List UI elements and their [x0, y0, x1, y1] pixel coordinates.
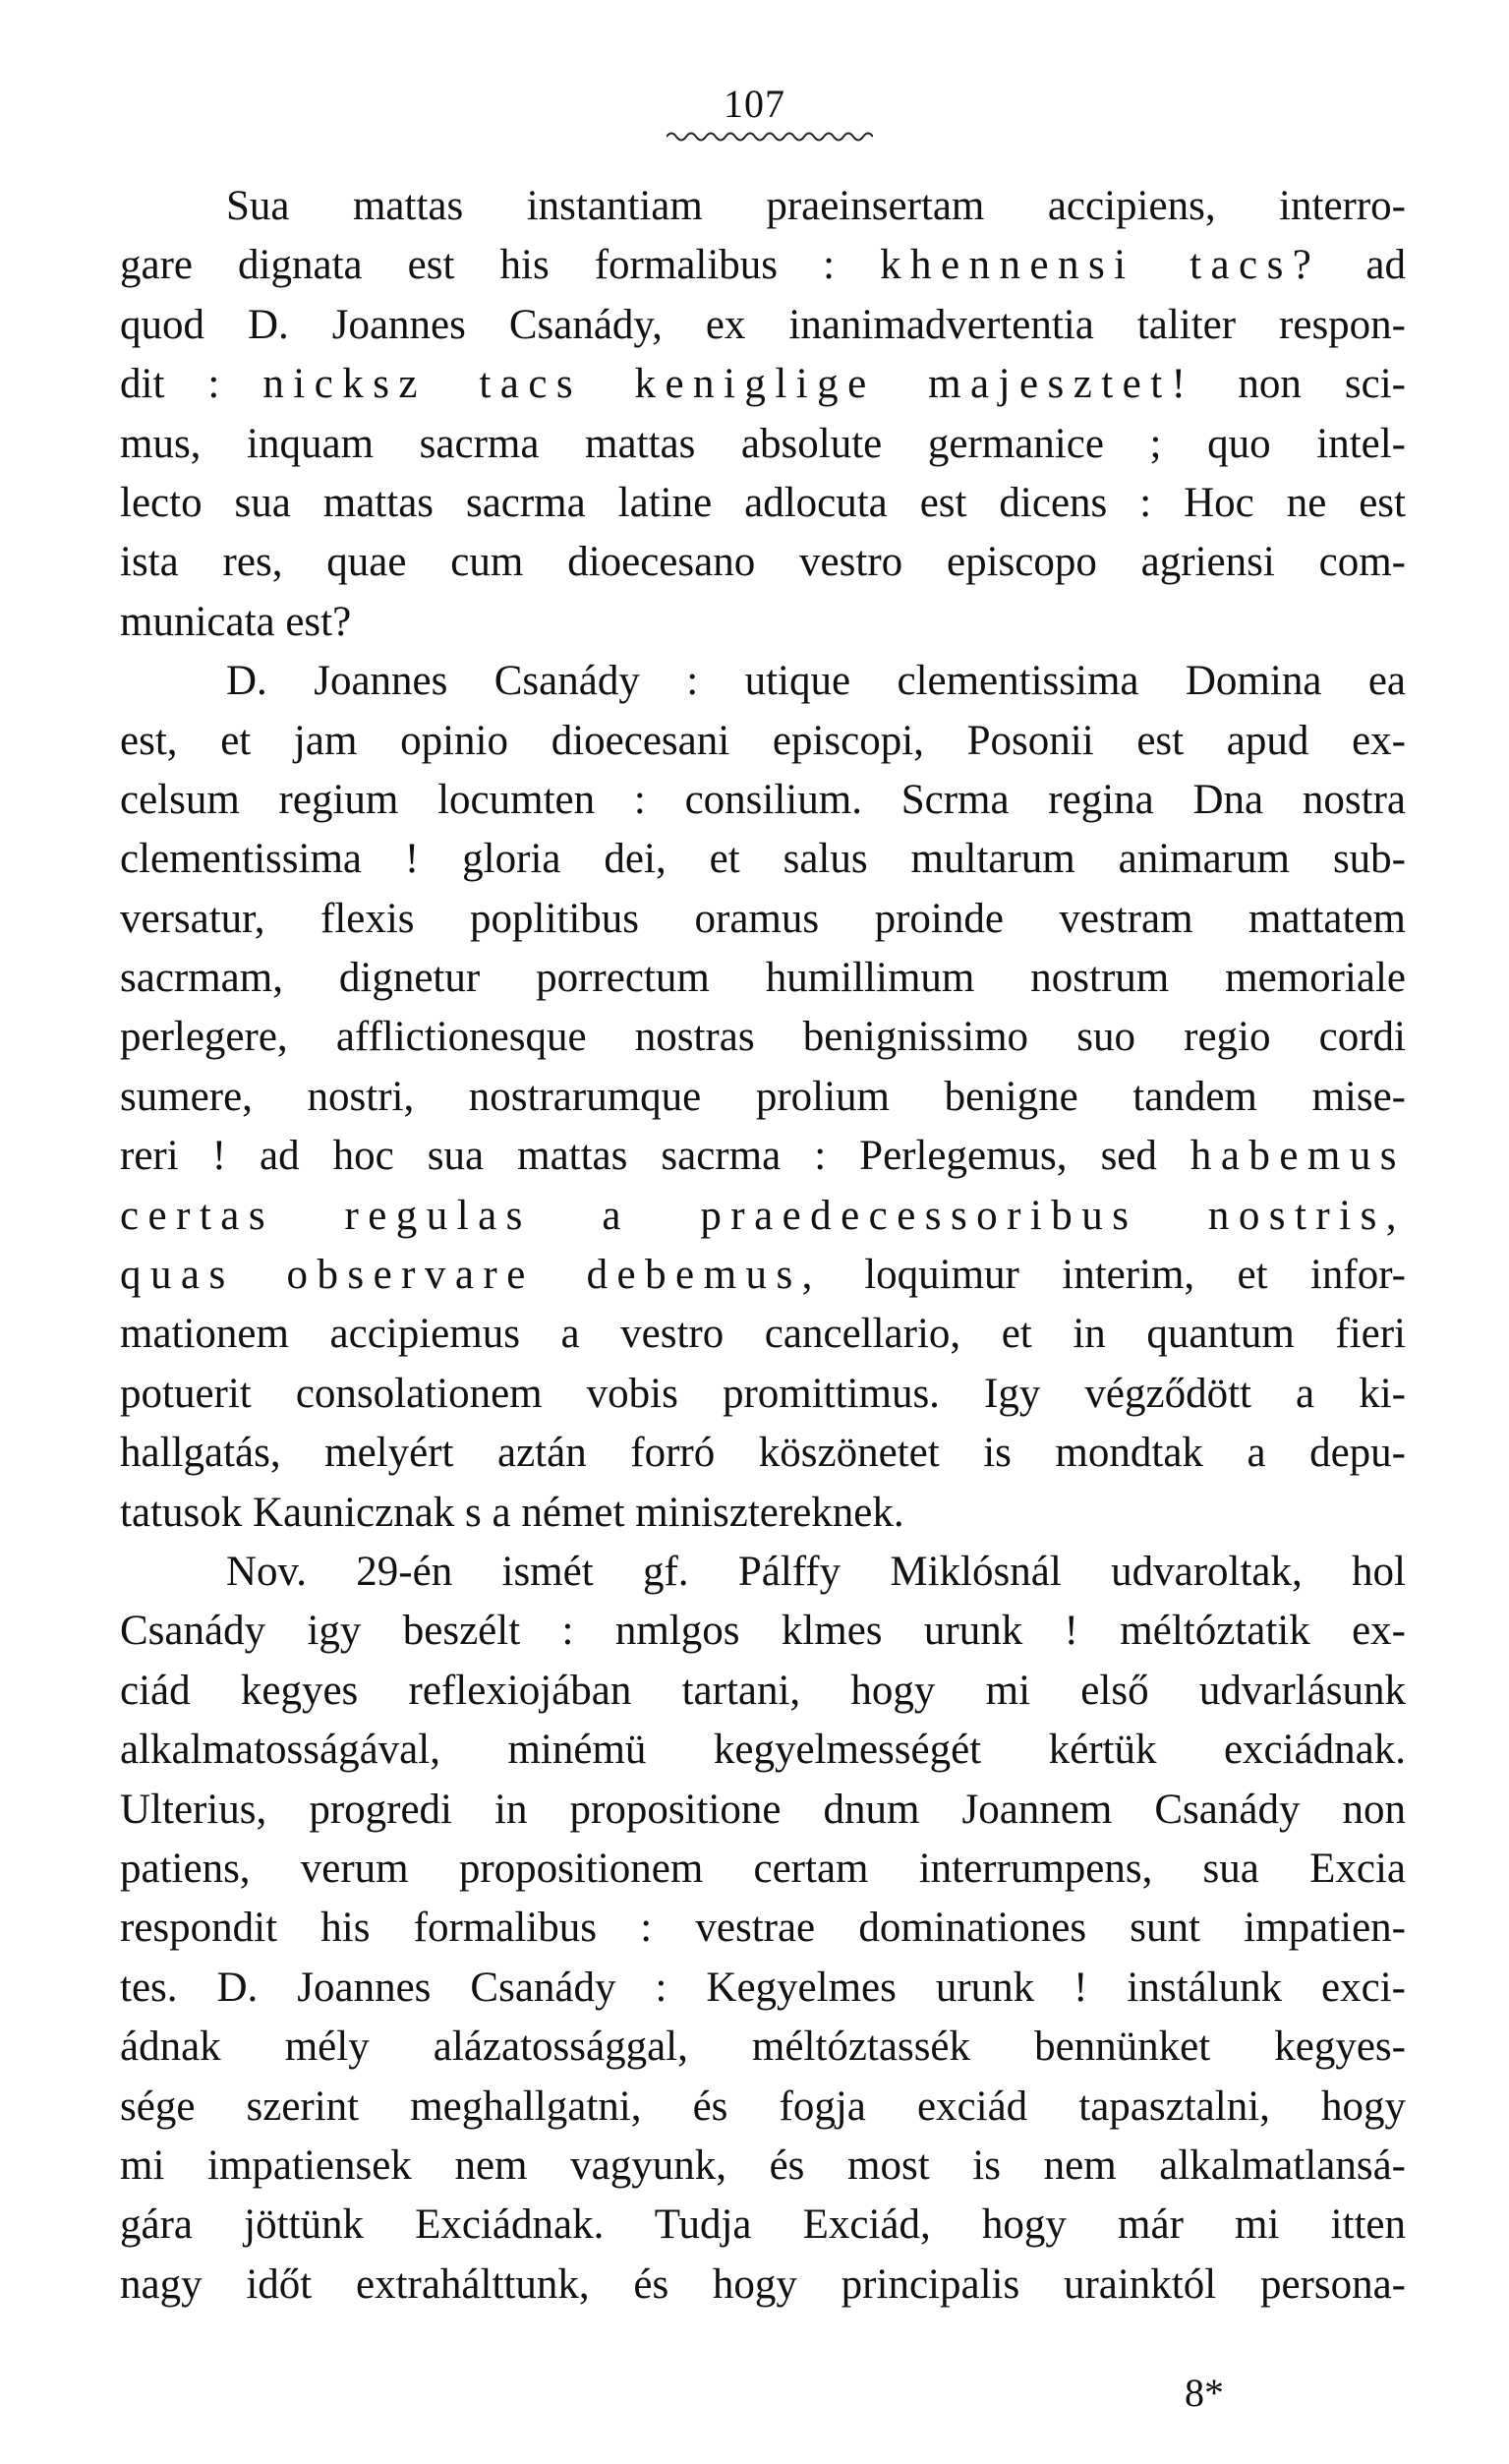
text-segment: ciád kegyes reflexiojában tartani, hogy mi első udvarlásunk: [120, 1667, 1406, 1714]
text-line: [120, 474, 1406, 533]
text-segment: tes. D. Joannes Csanády : Kegyelmes urunk ! instálunk exci-: [120, 1964, 1406, 2011]
text-line: [120, 2018, 1406, 2077]
text-segment: ista res, quae cum dioecesano vestro episcopo agriensi com-: [120, 539, 1406, 586]
text-segment: celsum regium locumten : consilium. Scrma regina Dna nostra: [120, 776, 1406, 823]
text-line: [120, 1068, 1406, 1127]
catchword-signature: 8*: [1185, 2371, 1224, 2415]
text-segment: ádnak mély alázatossággal, méltóztassék bennünket kegyes-: [120, 2024, 1406, 2071]
text-segment: perlegere, afflictionesque nostras benignissimo suo regio cordi: [120, 1014, 1406, 1061]
spaced-emphasis-text: certas regulas a praedecessoribus nostris,: [120, 1192, 1406, 1239]
text-line: [120, 2256, 1406, 2315]
text-segment: gare dignata est his formalibus :: [120, 242, 881, 289]
text-segment: mi impatiensek nem vagyunk, és most is nem alkalmatlansá-: [120, 2141, 1406, 2189]
text-segment: alkalmatosságával, minémü kegyelmességét kértük exciádnak.: [120, 1727, 1406, 1774]
text-line: [120, 1899, 1406, 1958]
text-line: [120, 533, 1406, 592]
text-segment: lecto sua mattas sacrma latine adlocuta est dicens : Hoc ne est: [120, 479, 1406, 526]
text-segment: dit :: [120, 361, 263, 408]
text-line: [120, 771, 1406, 830]
text-segment: quod D. Joannes Csanády, ex inanimadvertentia taliter respon-: [120, 301, 1406, 348]
text-segment: respondit his formalibus : vestrae dominationes sunt impatien-: [120, 1905, 1406, 1952]
text-segment: sacrmam, dignetur porrectum humillimum nostrum memoriale: [120, 955, 1406, 1002]
spaced-emphasis-text: quas observare debemus,: [120, 1252, 822, 1299]
text-line: [120, 593, 1406, 652]
text-segment: nagy időt extrahálttunk, és hogy principalis urainktól persona-: [120, 2260, 1406, 2308]
body-text: [120, 177, 1406, 2315]
text-line: [120, 1781, 1406, 1840]
page-number: 107: [724, 82, 785, 126]
text-line: [120, 1662, 1406, 1721]
text-line: [120, 1840, 1406, 1899]
text-line: [120, 1959, 1406, 2018]
text-line: [120, 1305, 1406, 1364]
text-line: [120, 415, 1406, 474]
text-line: [120, 652, 1406, 711]
text-segment: clementissima ! gloria dei, et salus multarum animarum sub-: [120, 836, 1406, 883]
text-line: [120, 949, 1406, 1008]
text-line: [120, 1424, 1406, 1483]
text-line: [120, 1543, 1406, 1602]
text-line: [120, 2078, 1406, 2137]
text-line: [120, 712, 1406, 771]
text-segment: mationem accipiemus a vestro cancellario, et in quantum fieri: [120, 1311, 1406, 1358]
text-segment: potuerit consolationem vobis promittimus. Igy végződött a ki-: [120, 1370, 1406, 1417]
text-line: [120, 1246, 1406, 1305]
text-line: [120, 1008, 1406, 1067]
text-segment: tatusok Kaunicznak s a német minisztereknek.: [120, 1489, 904, 1536]
text-segment: Sua mattas instantiam praeinsertam accipiens, interro-: [226, 183, 1406, 229]
text-segment: municata est?: [120, 598, 352, 645]
text-segment: est, et jam opinio dioecesani episcopi, Posonii est apud ex-: [120, 717, 1406, 764]
text-line: [120, 2137, 1406, 2196]
text-line: [120, 296, 1406, 355]
ornamental-wavy-rule: [667, 130, 873, 144]
spaced-emphasis-text: habemus: [1190, 1133, 1406, 1180]
text-line: [120, 2196, 1406, 2255]
text-line: [120, 1602, 1406, 1661]
text-line: [120, 355, 1406, 414]
text-segment: mus, inquam sacrma mattas absolute germanice ; quo intel-: [120, 420, 1406, 467]
spaced-emphasis-text: nicksz tacs keniglige majesztet!: [262, 361, 1195, 408]
spaced-emphasis-text: khennensi tacs?: [880, 242, 1321, 289]
text-segment: Csanády igy beszélt : nmlgos klmes urunk ! méltóztatik ex-: [120, 1608, 1406, 1655]
text-line: [120, 1484, 1406, 1543]
text-line: [120, 1365, 1406, 1424]
text-segment: loquimur interim, et infor-: [821, 1252, 1406, 1299]
text-line: [120, 830, 1406, 889]
text-segment: sumere, nostri, nostrarumque prolium benigne tandem mise-: [120, 1073, 1406, 1120]
text-segment: Ulterius, progredi in propositione dnum Joannem Csanády non: [120, 1786, 1406, 1833]
text-segment: reri ! ad hoc sua mattas sacrma : Perlegemus, sed: [120, 1133, 1190, 1180]
text-line: [120, 236, 1406, 295]
text-line: [120, 1127, 1406, 1186]
text-line: [120, 1721, 1406, 1780]
text-segment: hallgatás, melyért aztán forró köszönetet is mondtak a depu-: [120, 1430, 1406, 1477]
text-line: [120, 1187, 1406, 1246]
text-segment: ad: [1320, 242, 1406, 289]
text-segment: sége szerint meghallgatni, és fogja exciád tapasztalni, hogy: [120, 2083, 1406, 2130]
text-line: [120, 177, 1406, 236]
text-segment: D. Joannes Csanády : utique clementissima Domina ea: [226, 658, 1406, 705]
text-segment: gára jöttünk Exciádnak. Tudja Exciád, hogy már mi itten: [120, 2201, 1406, 2249]
text-line: [120, 890, 1406, 949]
text-segment: versatur, flexis poplitibus oramus proinde vestram mattatem: [120, 895, 1406, 942]
text-segment: Nov. 29-én ismét gf. Pálffy Miklósnál udvaroltak, hol: [226, 1548, 1406, 1595]
text-segment: patiens, verum propositionem certam interrumpens, sua Excia: [120, 1845, 1406, 1892]
text-segment: non sci-: [1194, 361, 1406, 408]
